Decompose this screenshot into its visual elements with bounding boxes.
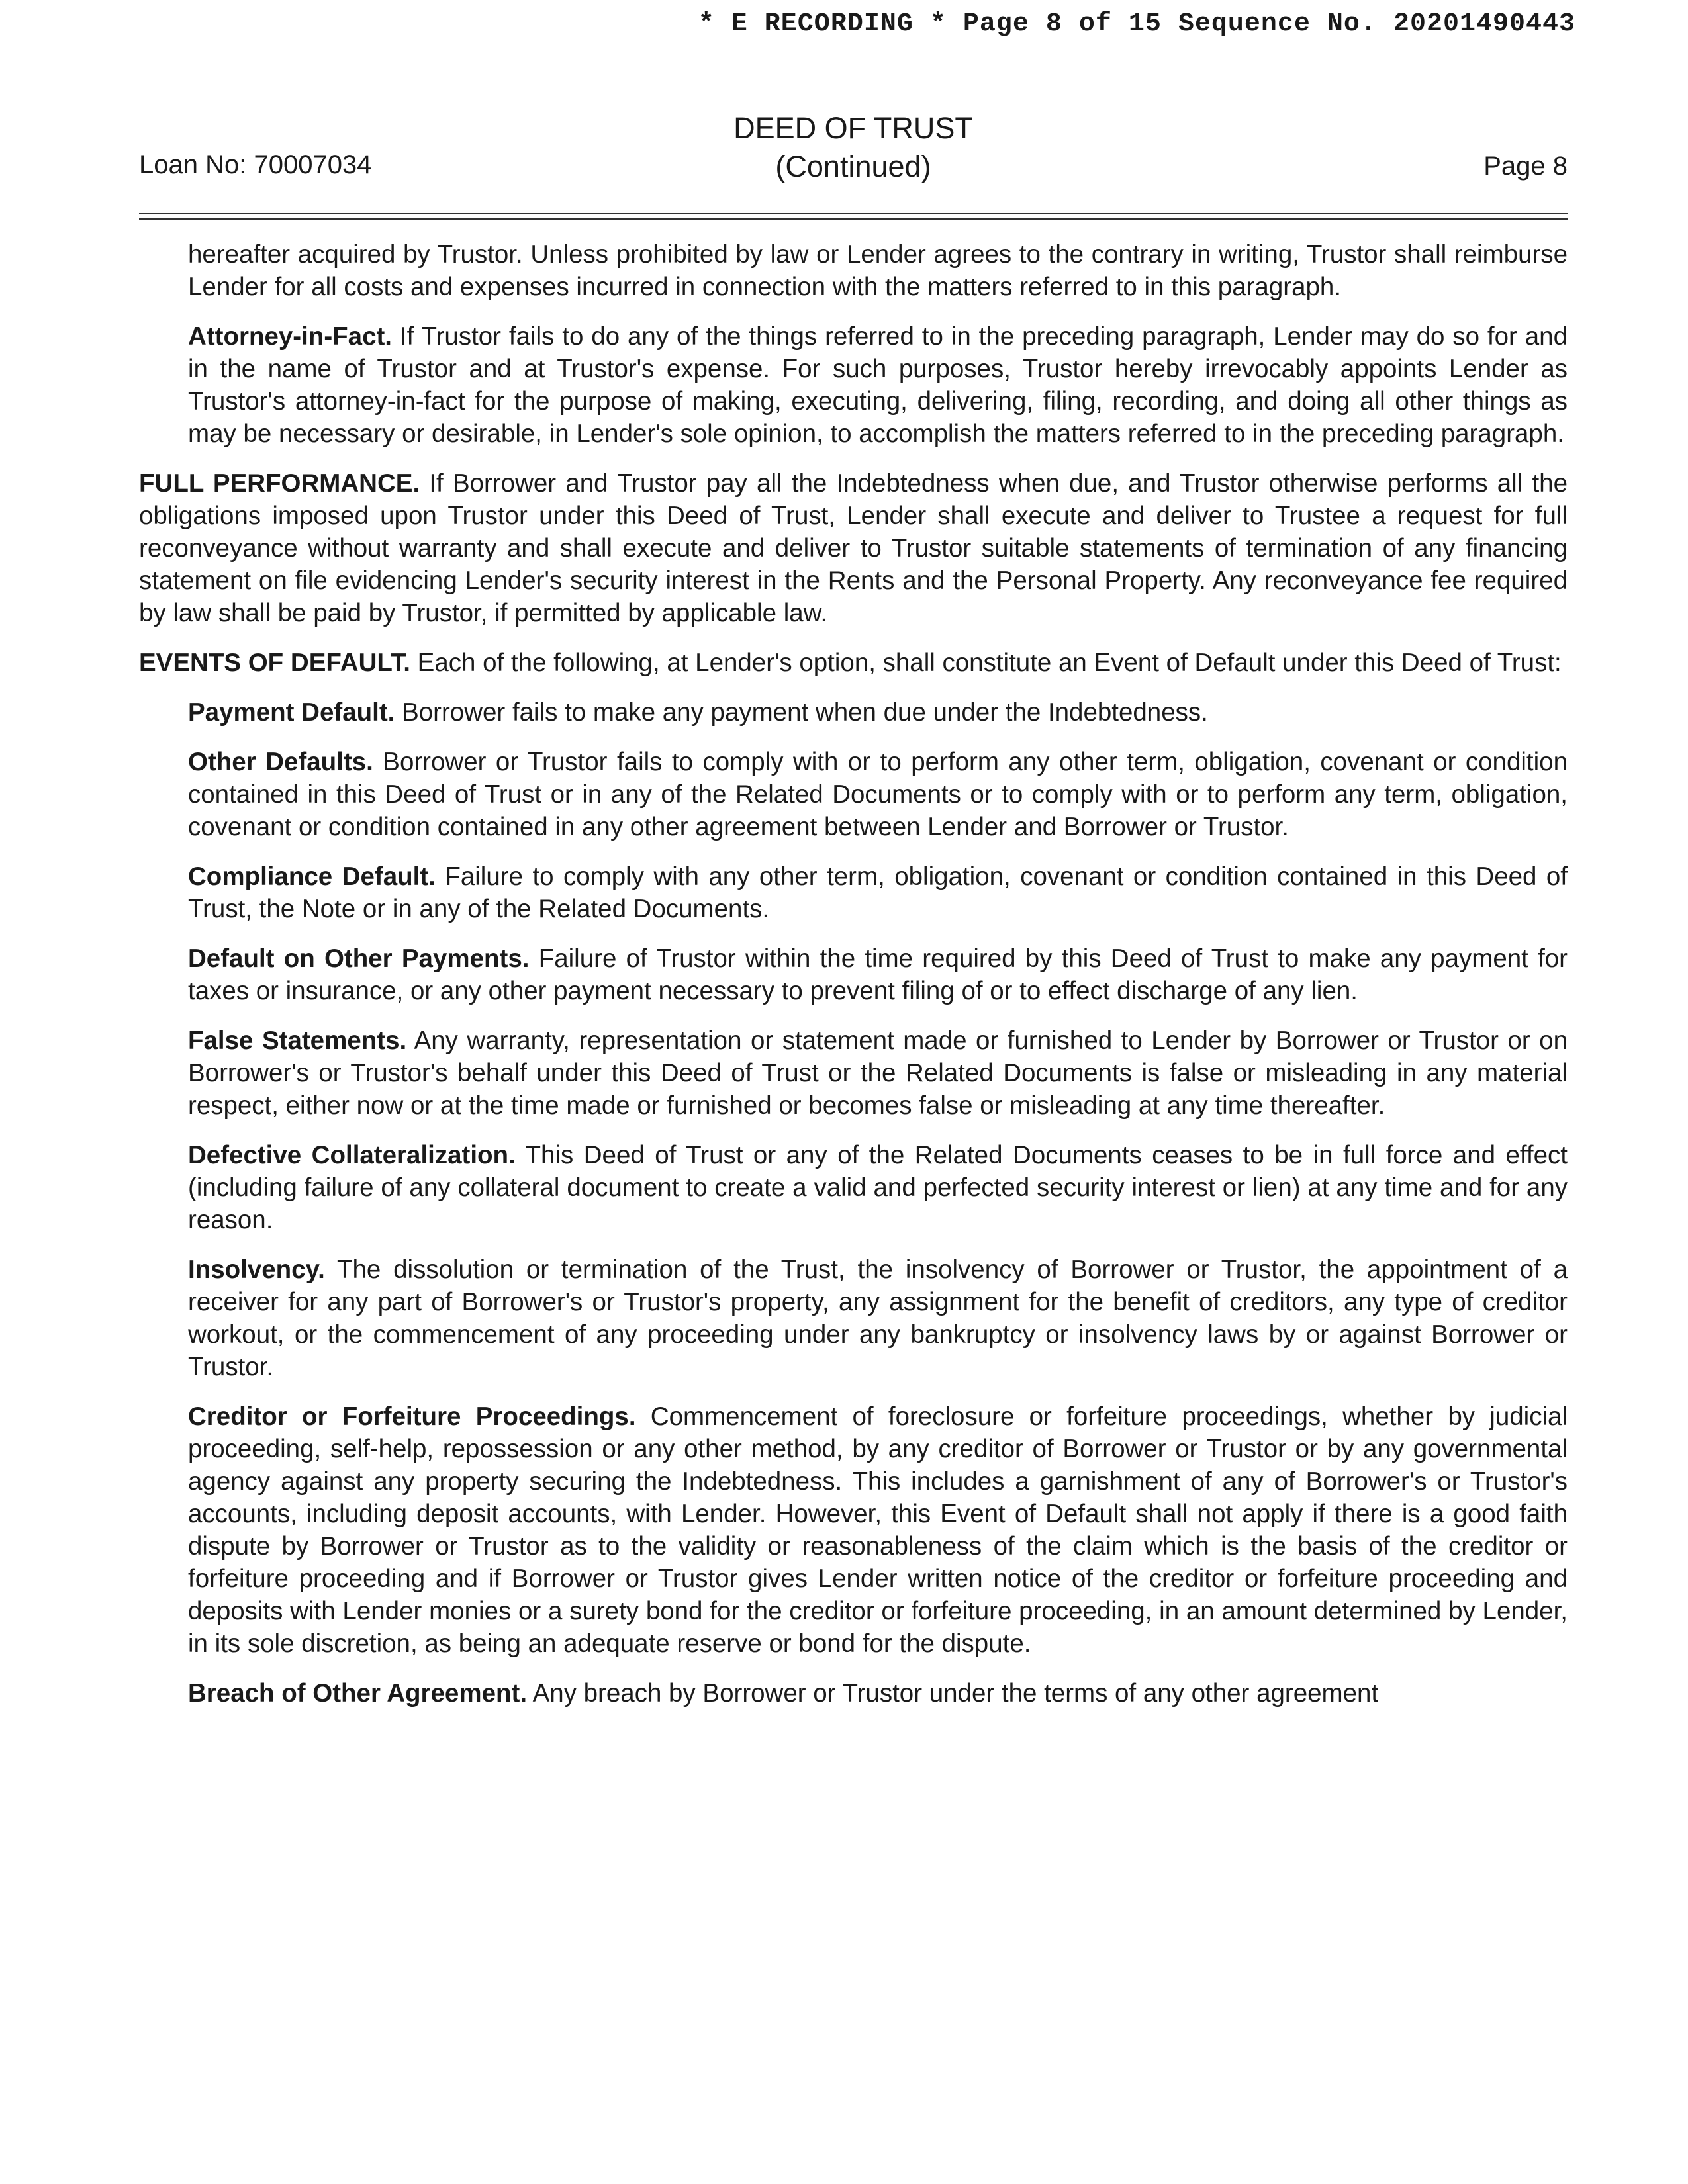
paragraph-insolvency: [139, 1253, 1568, 1383]
header-rule-top: [139, 213, 1568, 214]
paragraph-text: Borrower fails to make any payment when due under the Indebtedness.: [395, 698, 1208, 727]
paragraph-text: Commencement of foreclosure or forfeiture proceedings, whether by judicial proceeding, self-help, repossession or any other method, by any creditor of Borrower or Trustor or by any governmental agency against any property securing the Indebtedness. This includes a garnishment of any of Borrower's or Trustor's accounts, including deposit accounts, with Lender. However, this Event of Default shall not apply if there is a good faith dispute by Borrower or Trustor as to the validity or reasonableness of the claim which is the basis of the creditor or forfeiture proceeding and if Borrower or Trustor gives Lender written notice of the creditor or forfeiture proceeding and deposits with Lender monies or a surety bond for the creditor or forfeiture proceeding, in an amount determined by Lender, in its sole discretion, as being an adequate reserve or bond for the dispute.: [188, 1402, 1568, 1658]
paragraph-text: Each of the following, at Lender's option, shall constitute an Event of Default under this Deed of Trust:: [410, 649, 1562, 677]
paragraph-heading: Defective Collateralization.: [188, 1141, 516, 1169]
document-title-block: [139, 109, 1568, 186]
paragraph-text: The dissolution or termination of the Trust, the insolvency of Borrower or Trustor, the appointment of a receiver for any part of Borrower's or Trustor's property, any assignment for the benefit of creditors, any type of creditor workout, or the commencement of any proceeding under any bankruptcy or insolvency laws by or against Borrower or Trustor.: [188, 1255, 1568, 1381]
paragraph-defective-collateralization: [139, 1139, 1568, 1236]
paragraph-text: Failure of Trustor within the time required by this Deed of Trust to make any payment for taxes or insurance, or any other payment necessary to prevent filing of or to effect discharge of any lien.: [188, 944, 1568, 1005]
paragraph-full-performance: [139, 467, 1568, 629]
paragraph-other-defaults: [139, 746, 1568, 843]
paragraph-creditor-forfeiture: [139, 1400, 1568, 1660]
paragraph-heading: Payment Default.: [188, 698, 395, 727]
document-title: DEED OF TRUST: [733, 111, 973, 145]
paragraph-continued: [139, 238, 1568, 303]
header-rule-bottom: [139, 218, 1568, 220]
paragraph-heading: False Statements.: [188, 1026, 407, 1055]
paragraph-heading: Creditor or Forfeiture Proceedings.: [188, 1402, 636, 1431]
paragraph-text: If Borrower and Trustor pay all the Indebtedness when due, and Trustor otherwise performs all the obligations imposed upon Trustor under this Deed of Trust, Lender shall execute and deliver to Trustee a request for full reconveyance without warranty and shall execute and deliver to Trustor suitable statements of termination of any financing statement on file evidencing Lender's security interest in the Rents and the Personal Property. Any reconveyance fee required by law shall be paid by Trustor, if permitted by applicable law.: [139, 469, 1568, 627]
paragraph-heading: Breach of Other Agreement.: [188, 1679, 528, 1707]
paragraph-text: If Trustor fails to do any of the things referred to in the preceding paragraph, Lender may do so for and in the name of Trustor and at Trustor's expense. For such purposes, Trustor hereby irrevocably appoints Lender as Trustor's attorney-in-fact for the purpose of making, executing, delivering, filing, recording, and doing all other things as may be necessary or desirable, in Lender's sole opinion, to accomplish the matters referred to in the preceding paragraph.: [188, 322, 1568, 448]
section-heading: FULL PERFORMANCE.: [139, 469, 420, 498]
document-subtitle: (Continued): [775, 150, 931, 183]
paragraph-heading: Other Defaults.: [188, 748, 373, 776]
paragraph-events-of-default: [139, 647, 1568, 679]
paragraph-text: Borrower or Trustor fails to comply with or to perform any other term, obligation, covenant or condition contained in this Deed of Trust or in any of the Related Documents or to comply with or to perform any term, obligation, covenant or condition contained in any other agreement between Lender and Borrower or Trustor.: [188, 748, 1568, 841]
paragraph-heading: Compliance Default.: [188, 862, 436, 891]
paragraph-heading: Insolvency.: [188, 1255, 325, 1284]
paragraph-false-statements: [139, 1024, 1568, 1122]
paragraph-text: Failure to comply with any other term, obligation, covenant or condition contained in this Deed of Trust, the Note or in any of the Related Documents.: [188, 862, 1568, 923]
paragraph-text: hereafter acquired by Trustor. Unless prohibited by law or Lender agrees to the contrary in writing, Trustor shall reimburse Lender for all costs and expenses incurred in connection with the matters referred to in this paragraph.: [188, 240, 1568, 301]
page-header: [139, 109, 1568, 189]
section-heading: EVENTS OF DEFAULT.: [139, 649, 410, 677]
paragraph-breach-other-agreement: [139, 1677, 1568, 1709]
paragraph-compliance-default: [139, 860, 1568, 925]
paragraph-default-other-payments: [139, 942, 1568, 1007]
paragraph-payment-default: [139, 696, 1568, 729]
paragraph-text: This Deed of Trust or any of the Related Documents ceases to be in full force and effect (including failure of any collateral document to create a valid and perfected security interest or lien) at any time and for any reason.: [188, 1141, 1568, 1234]
loan-number: Loan No: 70007034: [139, 150, 372, 179]
paragraph-text: Any warranty, representation or statement made or furnished to Lender by Borrower or Trustor or on Borrower's or Trustor's behalf under this Deed of Trust or the Related Documents is false or misleading in any material respect, either now or at the time made or furnished or becomes false or misleading at any time thereafter.: [188, 1026, 1568, 1120]
paragraph-heading: Default on Other Payments.: [188, 944, 530, 973]
paragraph-attorney-in-fact: [139, 320, 1568, 450]
page-number: Page 8: [1483, 152, 1568, 181]
document-body: [139, 238, 1568, 1727]
recording-header: * E RECORDING * Page 8 of 15 Sequence No. 20201490443: [698, 9, 1575, 39]
paragraph-heading: Attorney-in-Fact.: [188, 322, 392, 351]
paragraph-text: Any breach by Borrower or Trustor under the terms of any other agreement: [527, 1679, 1379, 1707]
